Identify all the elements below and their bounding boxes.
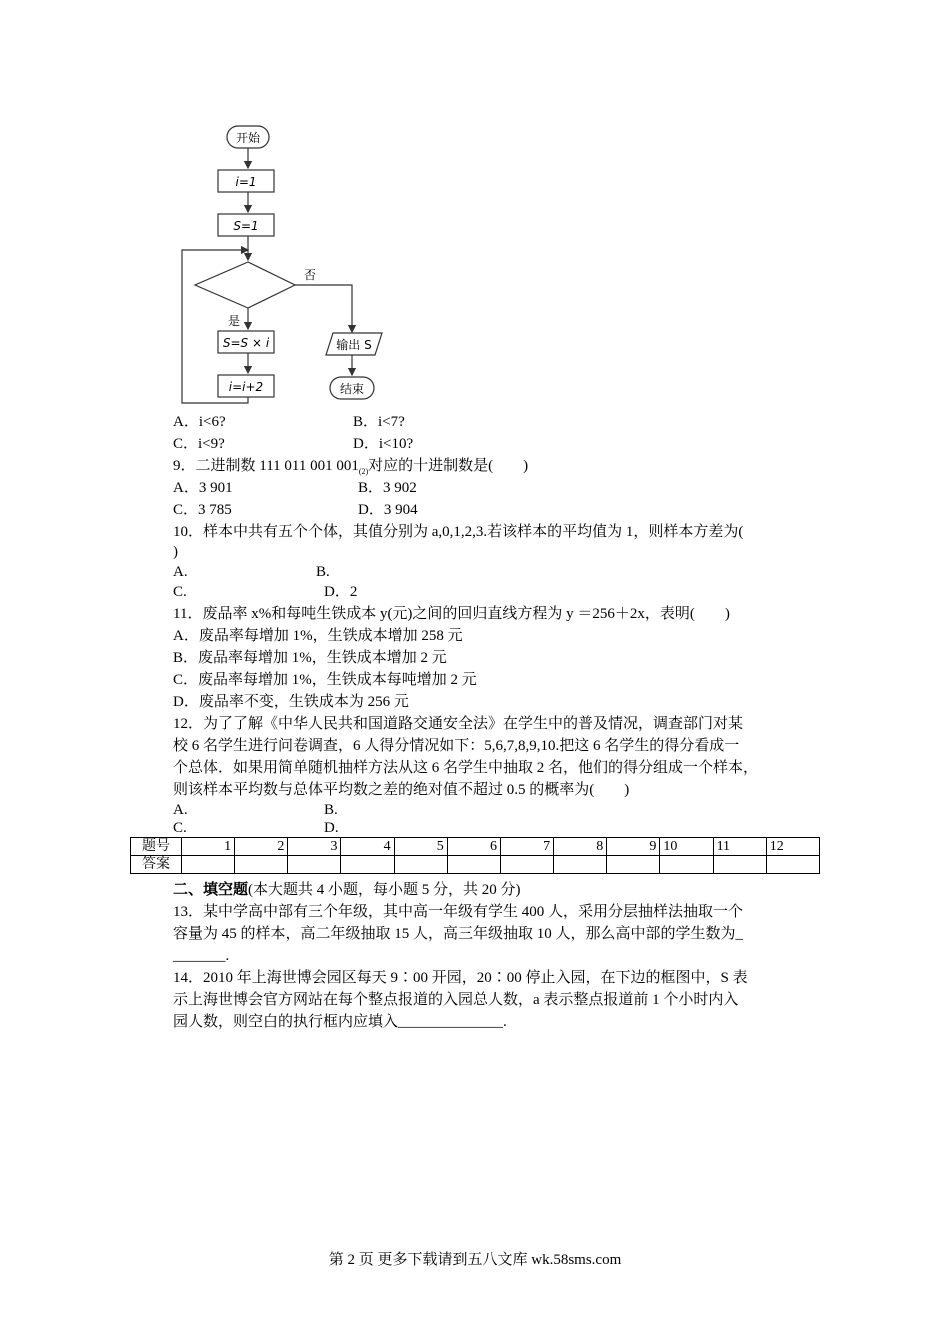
q8-option-b: B．i<7?	[353, 414, 405, 430]
q10-option-a: A.	[173, 564, 188, 580]
table-cell: 11	[713, 838, 766, 856]
answer-cell[interactable]	[554, 856, 607, 874]
q10-option-c: C.	[173, 584, 187, 600]
q13-line-1: 13．某中学高中部有三个年级，其中高一年级有学生 400 人，采用分层抽样法抽取一个	[173, 904, 744, 920]
table-cell: 8	[554, 838, 607, 856]
update-i-label: i=i+2	[228, 380, 264, 394]
table-cell: 3	[288, 838, 341, 856]
q9-option-a: A．3 901	[173, 480, 233, 496]
answer-cell[interactable]	[235, 856, 288, 874]
q9-option-d: D．3 904	[358, 502, 418, 518]
q14-line-1: 14．2010 年上海世博会园区每天 9∶00 开园，20∶00 停止入园，在下边的框图中，S 表	[173, 970, 748, 986]
update-s-label: S=S × i	[222, 336, 270, 350]
answer-table	[130, 837, 820, 874]
answer-cell[interactable]	[500, 856, 553, 874]
q11-stem: 11．废品率 x%和每吨生铁成本 y(元)之间的回归直线方程为 y ＝256＋2x，表明( )	[173, 606, 730, 622]
table-cell: 10	[660, 838, 713, 856]
answer-cell[interactable]	[660, 856, 713, 874]
section-2-heading: 二、填空题(本大题共 4 小题，每小题 5 分，共 20 分)	[173, 882, 521, 898]
answer-cell[interactable]	[182, 856, 235, 874]
q8-option-a: A．i<6?	[173, 414, 226, 430]
q13-line-2: 容量为 45 的样本，高二年级抽取 15 人，高三年级抽取 10 人，那么高中部的学生数为_	[173, 926, 744, 942]
q13-line-3: _______.	[173, 948, 230, 964]
q10-stem-cont: )	[173, 544, 178, 560]
q12-stem-3: 个总体．如果用简单随机抽样方法从这 6 名学生中抽取 2 名，他们的得分组成一个样本，	[173, 760, 759, 776]
q11-option-c: C．废品率每增加 1%，生铁成本每吨增加 2 元	[173, 672, 477, 688]
table-row-numbers	[131, 838, 820, 856]
row-label-number: 题号	[131, 838, 182, 856]
yes-label: 是	[228, 314, 241, 328]
q9-stem: 9．二进制数 111 011 001 $001_{(2)}$对应的十进制数是( )	[173, 458, 529, 476]
q12-option-d: D.	[324, 820, 339, 836]
table-cell: 7	[500, 838, 553, 856]
q8-option-c: C．i<9?	[173, 436, 225, 452]
q10-option-b: B.	[316, 564, 330, 580]
end-label: 结束	[339, 382, 365, 396]
table-row-answers	[131, 856, 820, 874]
table-cell: 1	[182, 838, 235, 856]
q12-stem-4: 则该样本平均数与总体平均数之差的绝对值不超过 0.5 的概率为( )	[173, 782, 630, 798]
q12-stem-1: 12．为了了解《中华人民共和国道路交通安全法》在学生中的普及情况，调查部门对某	[173, 716, 744, 732]
q11-option-a: A．废品率每增加 1%，生铁成本增加 258 元	[173, 628, 463, 644]
table-cell: 9	[607, 838, 660, 856]
table-cell: 6	[447, 838, 500, 856]
init-s-label: S=1	[233, 219, 259, 233]
flowchart	[170, 120, 420, 410]
table-cell: 12	[766, 838, 819, 856]
page-footer: 第 2 页 更多下载请到五八文库 wk.58sms.com	[328, 1252, 622, 1268]
q12-stem-2: 校 6 名学生进行问卷调查，6 人得分情况如下：5,6,7,8,9,10.把这 6 名学生的得分看成一	[173, 738, 740, 754]
q12-option-a: A.	[173, 802, 188, 818]
init-i-label: i=1	[235, 175, 257, 189]
q9-option-c: C．3 785	[173, 502, 232, 518]
answer-cell[interactable]	[394, 856, 447, 874]
q14-line-3: 园人数，则空白的执行框内应填入______________.	[173, 1014, 507, 1030]
q14-line-2: 示上海世博会官方网站在每个整点报道的入园总人数，a 表示整点报道前 1 个小时内入	[173, 992, 739, 1008]
condition-diamond	[195, 262, 295, 308]
table-cell: 5	[394, 838, 447, 856]
q12-option-c: C.	[173, 820, 187, 836]
answer-cell[interactable]	[766, 856, 819, 874]
table-cell: 4	[341, 838, 394, 856]
q8-option-d: D．i<10?	[353, 436, 414, 452]
answer-cell[interactable]	[288, 856, 341, 874]
q11-option-b: B．废品率每增加 1%，生铁成本增加 2 元	[173, 650, 447, 666]
answer-cell[interactable]	[713, 856, 766, 874]
answer-cell[interactable]	[341, 856, 394, 874]
q10-stem: 10．样本中共有五个个体，其值分别为 a,0,1,2,3.若该样本的平均值为 1，则样本方差为(	[173, 524, 744, 540]
answer-cell[interactable]	[447, 856, 500, 874]
output-label: 输出 S	[336, 338, 372, 352]
q11-option-d: D．废品率不变，生铁成本为 256 元	[173, 694, 409, 710]
table-cell: 2	[235, 838, 288, 856]
q9-option-b: B．3 902	[358, 480, 417, 496]
no-label: 否	[304, 268, 317, 282]
row-label-answer: 答案	[131, 856, 182, 874]
q12-option-b: B.	[324, 802, 338, 818]
start-label: 开始	[235, 131, 261, 145]
answer-cell[interactable]	[607, 856, 660, 874]
q10-option-d: D．2	[324, 584, 358, 600]
